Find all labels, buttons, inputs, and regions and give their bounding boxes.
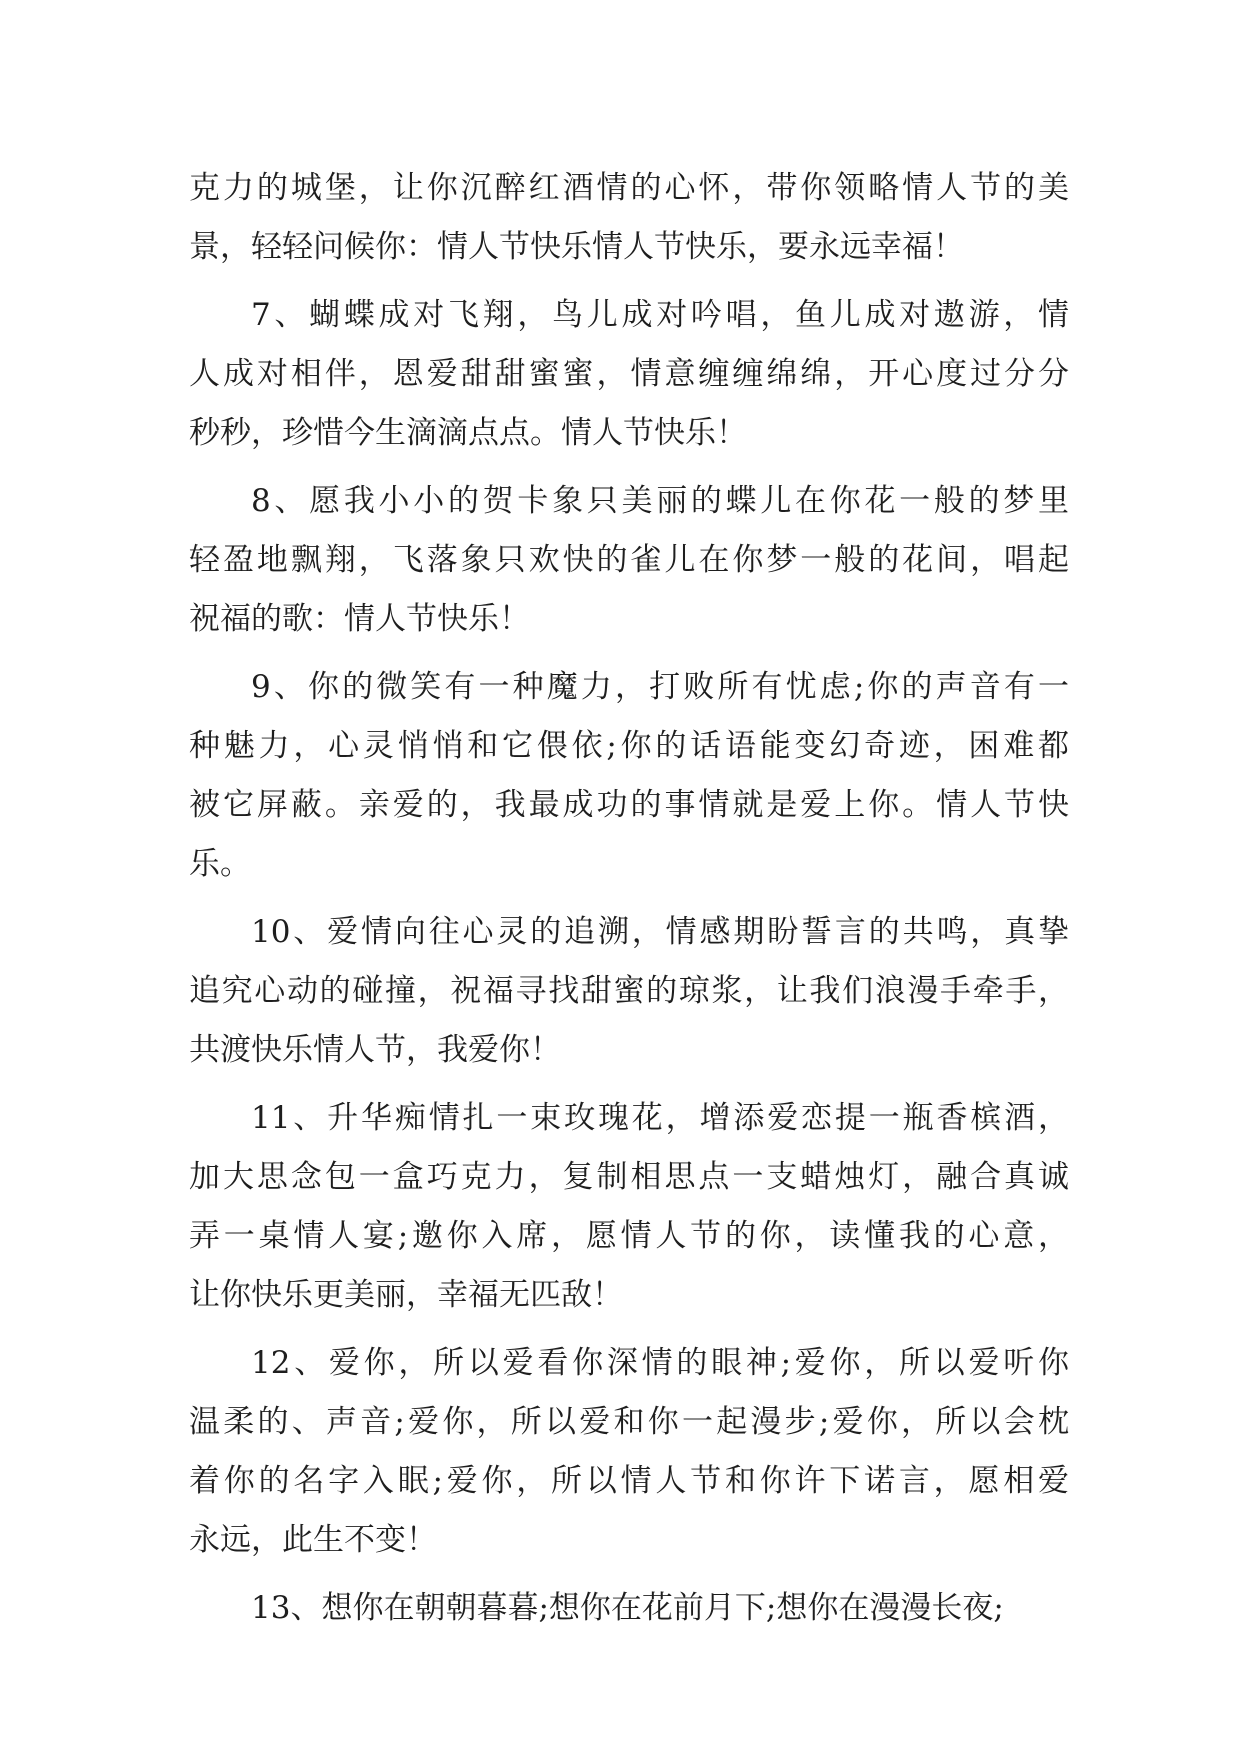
text-line: 着你的名字入眠;爱你，所以情人节和你许下诺言，愿相爱 bbox=[189, 1463, 1069, 1499]
text-line: 秒秒，珍惜今生滴滴点点。情人节快乐！ bbox=[189, 415, 747, 451]
text-line: 追究心动的碰撞，祝福寻找甜蜜的琼浆，让我们浪漫手牵手， bbox=[189, 973, 1069, 1009]
text-line: 9、你的微笑有一种魔力，打败所有忧虑;你的声音有一 bbox=[251, 669, 1069, 705]
paragraph bbox=[189, 286, 1069, 463]
paragraph bbox=[189, 903, 1069, 1080]
text-line: 共渡快乐情人节，我爱你！ bbox=[189, 1032, 561, 1068]
paragraph bbox=[189, 1334, 1069, 1570]
text-line: 克力的城堡，让你沉醉红酒情的心怀，带你领略情人节的美 bbox=[189, 170, 1069, 206]
text-line: 乐。 bbox=[189, 846, 251, 882]
text-line: 13、想你在朝朝暮暮;想你在花前月下;想你在漫漫长夜; bbox=[251, 1590, 1004, 1626]
text-line: 永远，此生不变！ bbox=[189, 1522, 437, 1558]
paragraph bbox=[189, 159, 1069, 277]
text-line: 加大思念包一盒巧克力，复制相思点一支蜡烛灯，融合真诚 bbox=[189, 1159, 1069, 1195]
text-line: 景，轻轻问候你：情人节快乐情人节快乐，要永远幸福！ bbox=[189, 229, 964, 265]
paragraph bbox=[189, 1579, 1069, 1638]
text-line: 被它屏蔽。亲爱的，我最成功的事情就是爱上你。情人节快 bbox=[189, 787, 1069, 823]
text-line: 10、爱情向往心灵的追溯，情感期盼誓言的共鸣，真挚 bbox=[251, 914, 1069, 950]
text-line: 弄一桌情人宴;邀你入席，愿情人节的你，读懂我的心意， bbox=[189, 1218, 1069, 1254]
text-line: 8、愿我小小的贺卡象只美丽的蝶儿在你花一般的梦里 bbox=[251, 483, 1069, 519]
text-line: 种魅力，心灵悄悄和它偎依;你的话语能变幻奇迹，困难都 bbox=[189, 728, 1069, 764]
paragraph bbox=[189, 658, 1069, 894]
text-line: 祝福的歌：情人节快乐！ bbox=[189, 601, 530, 637]
text-line: 7、蝴蝶成对飞翔，鸟儿成对吟唱，鱼儿成对遨游，情 bbox=[251, 297, 1069, 333]
paragraph bbox=[189, 1089, 1069, 1325]
text-line: 11、升华痴情扎一束玫瑰花，增添爱恋提一瓶香槟酒， bbox=[251, 1100, 1069, 1136]
document-body bbox=[189, 159, 1069, 1638]
text-line: 让你快乐更美丽，幸福无匹敌！ bbox=[189, 1277, 623, 1313]
paragraph bbox=[189, 472, 1069, 649]
text-line: 12、爱你，所以爱看你深情的眼神;爱你，所以爱听你 bbox=[251, 1345, 1069, 1381]
text-line: 温柔的、声音;爱你，所以爱和你一起漫步;爱你，所以会枕 bbox=[189, 1404, 1069, 1440]
text-line: 轻盈地飘翔，飞落象只欢快的雀儿在你梦一般的花间，唱起 bbox=[189, 542, 1069, 578]
text-line: 人成对相伴，恩爱甜甜蜜蜜，情意缠缠绵绵，开心度过分分 bbox=[189, 356, 1069, 392]
